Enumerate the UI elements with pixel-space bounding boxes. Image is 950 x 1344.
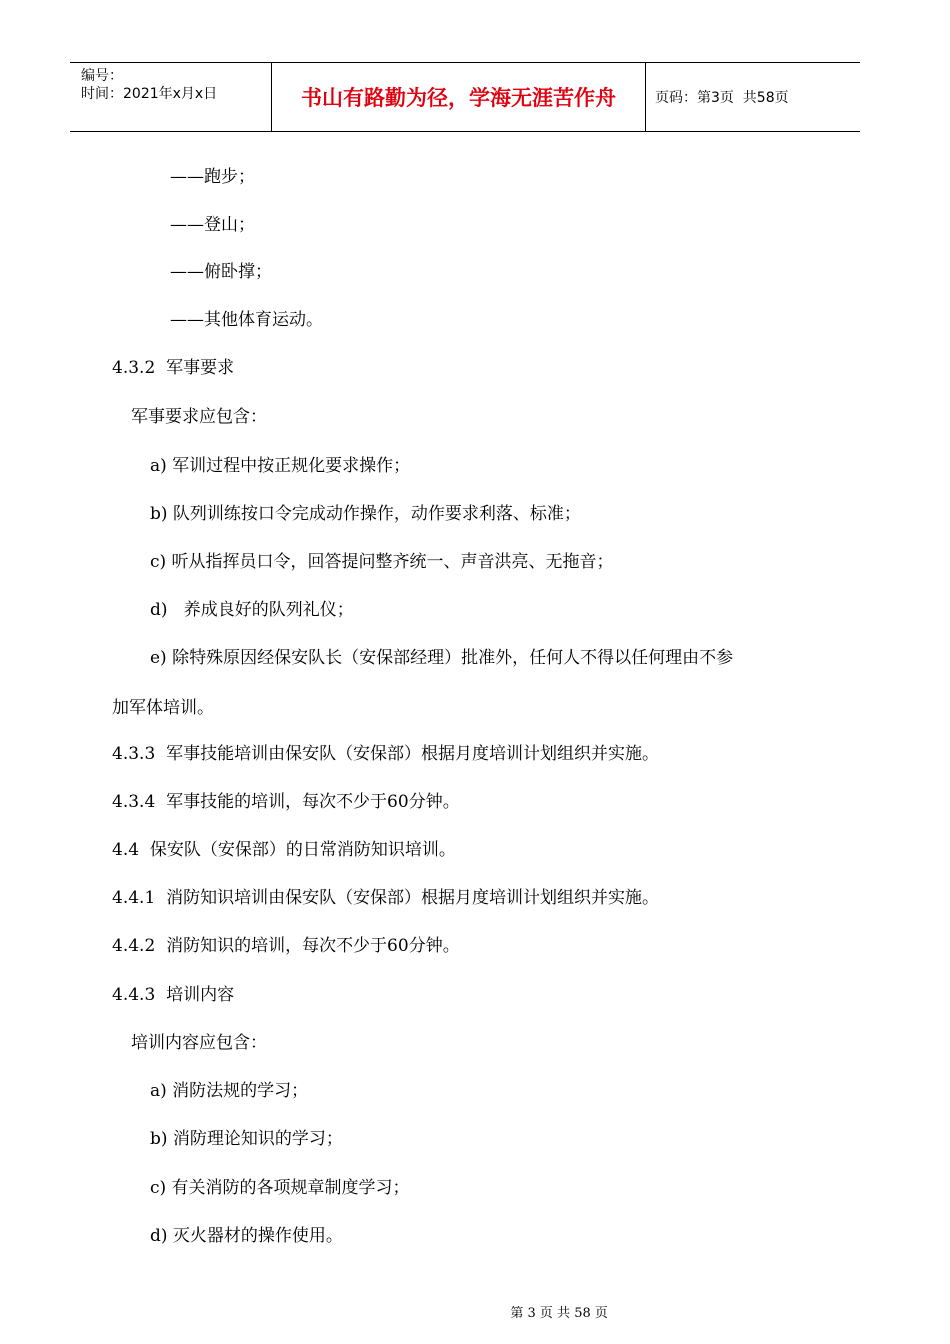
document-header [70,62,860,132]
section-heading: 4.3.2 军事要求 [112,358,235,378]
list-item: d) 养成良好的队列礼仪； [150,600,354,620]
document-date: 时间：2021年x月x日 [81,86,218,102]
section-heading: 4.4 保安队（安保部）的日常消防知识培训。 [112,840,456,860]
list-item: c) 有关消防的各项规章制度学习； [150,1178,410,1198]
header-motto: 书山有路勤为径，学海无涯苦作舟 [301,86,616,110]
paragraph: 培训内容应包含： [131,1033,267,1053]
header-page-info: 页码：第3页 共58页 [655,90,789,106]
list-item: ——俯卧撑； [170,262,272,282]
section-heading: 4.4.1 消防知识培训由保安队（安保部）根据月度培训计划组织并实施。 [112,888,660,908]
paragraph: 军事要求应包含： [131,407,267,427]
list-item: d) 灭火器材的操作使用。 [150,1226,343,1246]
header-meta [81,67,217,103]
list-item: b) 消防理论知识的学习； [150,1129,343,1149]
header-divider [645,63,646,131]
section-heading: 4.3.4 军事技能的培训，每次不少于60分钟。 [112,792,460,812]
list-item: a) 消防法规的学习； [150,1081,309,1101]
section-heading: 4.3.3 军事技能培训由保安队（安保部）根据月度培训计划组织并实施。 [112,744,660,764]
list-item: e) 除特殊原因经保安队长（安保部经理）批准外，任何人不得以任何理由不参 [150,648,734,668]
list-item-continuation: 加军体培训。 [112,698,214,718]
list-item: a) 军训过程中按正规化要求操作； [150,456,411,476]
list-item: b) 队列训练按口令完成动作操作，动作要求利落、标准； [150,504,581,524]
list-item: c) 听从指挥员口令，回答提问整齐统一、声音洪亮、无拖音； [150,552,614,572]
footer-page-number: 第 3 页 共 58 页 [510,1306,608,1321]
document-number-label: 编号： [81,68,123,84]
page-footer [0,1287,950,1321]
section-heading: 4.4.2 消防知识的培训，每次不少于60分钟。 [112,936,460,956]
list-item: ——跑步； [170,167,255,187]
list-item: ——登山； [170,215,255,235]
list-item: ——其他体育运动。 [170,310,323,330]
section-heading: 4.4.3 培训内容 [112,985,235,1005]
